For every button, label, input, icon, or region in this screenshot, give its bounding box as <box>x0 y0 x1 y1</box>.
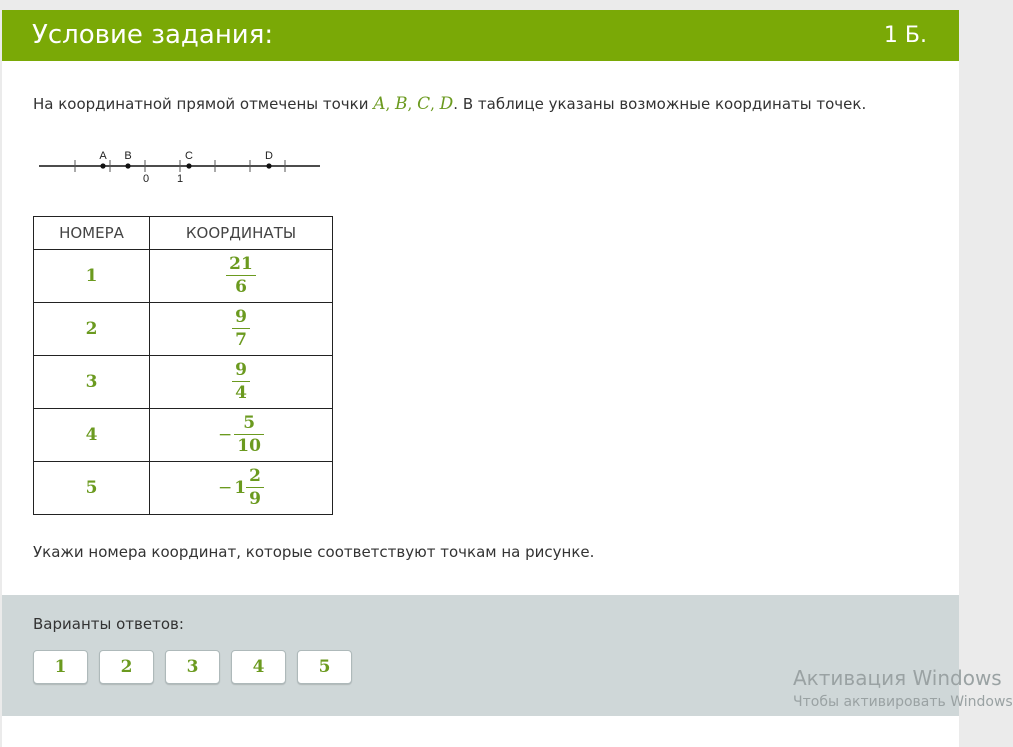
row-number: 3 <box>34 356 150 409</box>
row-number: 1 <box>34 250 150 303</box>
answer-option-2[interactable]: 2 <box>99 650 154 684</box>
fraction <box>246 468 264 508</box>
point-b <box>125 163 130 168</box>
row-number: 2 <box>34 303 150 356</box>
whole-part: 1 <box>234 478 247 498</box>
numerator: 9 <box>232 362 250 382</box>
task-title: Условие задания: <box>32 20 274 50</box>
answers-label: Варианты ответов: <box>33 615 184 633</box>
header-coordinates: КООРДИНАТЫ <box>150 217 333 250</box>
point-c-label: C <box>417 94 431 114</box>
row-coordinate <box>150 356 333 409</box>
answer-option-3[interactable]: 3 <box>165 650 220 684</box>
question-text-after: . В таблице указаны возможные координаты точек. <box>453 95 867 113</box>
windows-activation-watermark <box>793 666 1013 710</box>
point-b-label: B <box>395 94 408 114</box>
answer-option-1[interactable]: 1 <box>33 650 88 684</box>
label-zero: 0 <box>142 173 150 185</box>
answer-option-5[interactable]: 5 <box>297 650 352 684</box>
denominator: 6 <box>235 277 247 297</box>
numerator: 2 <box>246 468 264 488</box>
watermark-line-1: Активация Windows <box>793 666 1002 690</box>
point-a <box>100 163 105 168</box>
row-coordinate <box>150 409 333 462</box>
point-d-text: D <box>265 150 273 162</box>
numerator: 21 <box>226 256 256 276</box>
question-text: На координатной прямой отмечены точки A, B, C, D. В таблице указаны возможные координаты точек. <box>33 94 867 114</box>
label-one: 1 <box>176 173 184 185</box>
numerator: 9 <box>232 309 250 329</box>
table-header-row <box>34 217 333 250</box>
task-points: 1 Б. <box>883 23 927 48</box>
table-row <box>34 462 333 515</box>
point-a-text: A <box>99 150 107 162</box>
task-header <box>2 10 959 61</box>
header-numbers: НОМЕРА <box>34 217 150 250</box>
number-line <box>37 150 327 190</box>
denominator: 9 <box>249 489 261 509</box>
denominator: 10 <box>237 436 261 456</box>
question-text-before: На координатной прямой отмечены точки <box>33 95 374 113</box>
coordinates-table <box>33 216 333 515</box>
fraction <box>234 415 264 455</box>
row-coordinate <box>150 462 333 515</box>
fraction <box>232 309 250 349</box>
row-number: 5 <box>34 462 150 515</box>
point-b-text: B <box>124 150 132 162</box>
fraction <box>226 256 256 296</box>
minus-sign: − <box>218 425 233 445</box>
denominator: 7 <box>235 330 247 350</box>
task-card <box>2 10 959 747</box>
point-c-text: C <box>185 150 193 162</box>
point-d-label: D <box>439 94 454 114</box>
row-coordinate <box>150 303 333 356</box>
fraction <box>232 362 250 402</box>
minus-sign: − <box>218 478 233 498</box>
row-coordinate <box>150 250 333 303</box>
denominator: 4 <box>235 383 247 403</box>
point-c <box>186 163 191 168</box>
point-d <box>266 163 271 168</box>
instruction-text: Укажи номера координат, которые соответствуют точкам на рисунке. <box>33 543 595 561</box>
watermark-line-2: Чтобы активировать Windows <box>793 694 1013 710</box>
point-a-label: A <box>373 94 386 114</box>
table-row <box>34 356 333 409</box>
table-row <box>34 303 333 356</box>
numerator: 5 <box>234 415 264 435</box>
row-number: 4 <box>34 409 150 462</box>
table-row <box>34 250 333 303</box>
answer-option-4[interactable]: 4 <box>231 650 286 684</box>
table-row <box>34 409 333 462</box>
